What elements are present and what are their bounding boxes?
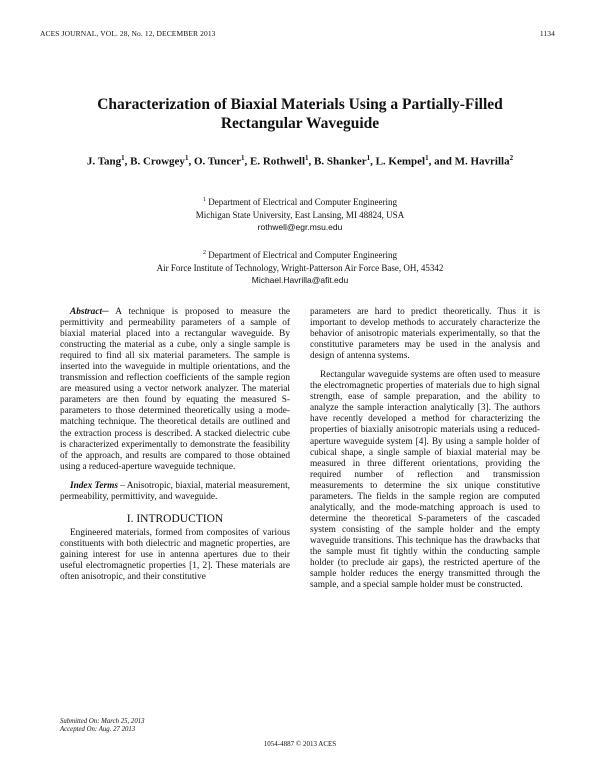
index-terms-label: Index Terms: [70, 480, 118, 491]
running-header-journal: ACES JOURNAL, VOL. 28, No. 12, DECEMBER 2013: [40, 29, 216, 38]
abstract-label: Abstract─: [70, 307, 109, 317]
section-heading-introduction: I. INTRODUCTION: [126, 512, 224, 525]
intro-paragraph-1: Engineered materials, formed from composites of various constituents with both dielectric and magnetic properties, are gaining interest for use in antenna apertures due to their useful electromagnetic properties [1, 2]. These materials are often anisotropic, and their constitutive: [60, 527, 290, 582]
author-name: L. Kempel: [375, 155, 426, 168]
intro-paragraph-1-continued: parameters are hard to predict theoretically. Thus it is important to develop methods to accurately characterize the behavior of anisotropic materials experimentally, so that the constitutive parameters may be used in the analysis and design of antenna systems.: [310, 307, 540, 362]
page-number: 1134: [539, 29, 555, 38]
author-list: J. Tang$^1$, B. Crowgey$^1$, O. Tuncer$^1$, E. Rothwell$^1$, B. Shanker$^1$, L. Kempel$^1$, and M. Havrilla$^2$: [86, 154, 514, 168]
affiliation-dept: [40, 247, 560, 262]
author-affiliation-mark: 1: [366, 154, 371, 162]
affiliation-dept-text: Department of Electrical and Computer Engineering: [208, 197, 397, 207]
affiliation-number: 1: [203, 197, 207, 203]
submission-footnote: [60, 718, 145, 734]
affiliation-email: rothwell@egr.msu.edu: [257, 222, 343, 232]
author-affiliation-mark: 1: [184, 154, 189, 162]
author-affiliation-mark: 1: [305, 154, 309, 162]
affiliation-institution: Air Force Institute of Technology, Wright-Patterson Air Force Base, OH, 45342: [156, 262, 444, 273]
title-line-2: Rectangular Waveguide: [220, 115, 380, 132]
intro-paragraph-2: Rectangular waveguide systems are often used to measure the electromagnetic properties of materials due to high signal strength, ease of sample preparation, and the ability to analyze the sample interaction analytically [3]. The authors have recently developed a method for characterizing the properties of biaxially anisotropic materials using a reduced-aperture waveguide system [4]. By using a sample holder of cubical shape, a single sample of biaxial material may be measured in three different orientations, providing the required number of reflection and transmission measurements to determine the six unique constitutive parameters. The fields in the sample region are computed analytically, and the mode-matching approach is used to determine the theoretical S-parameters of the cascaded system consisting of the sample holder and the empty waveguide transitions. This technique has the drawbacks that the sample must fit tightly within the conducting sample holder (to preclude air gaps), the restricted aperture of the sample holder reduces the energy transmitted through the sample, and a special sample holder must be constructed.: [310, 370, 540, 591]
author-affiliation-mark: 2: [509, 154, 514, 162]
accepted-date: Accepted On: Aug. 27 2013: [60, 726, 136, 733]
abstract-text: A technique is proposed to measure the permittivity and permeability parameters of a sample of biaxial material placed into a rectangular waveguide. By constructing the material as a cube, only a single sample is required to find all six material parameters. The sample is inserted into the waveguide in multiple orientations, and the transmission and reflection coefficients of the sample region are measured using a vector network analyzer. The material parameters are then found by equating the measured S-parameters to those determined theoretically using a mode-matching technique. The theoretical details are outlined and the extraction process is described. A stacked dielectric cube is characterized experimentally to demonstrate the feasibility of the approach, and results are compared to those obtained using a reduced-aperture waveguide technique.: [60, 307, 290, 472]
affiliation-1: [40, 194, 560, 234]
submitted-date: Submitted On: March 25, 2013: [60, 718, 145, 725]
author-name: J. Tang: [86, 155, 122, 168]
affiliation-email: Michael.Havrilla@afit.edu: [251, 275, 349, 285]
affiliation-institution: Michigan State University, East Lansing, MI 48824, USA: [195, 209, 405, 220]
right-column: [310, 307, 540, 591]
index-terms: [60, 481, 290, 503]
author-affiliation-mark: 1: [241, 154, 245, 162]
abstract: [60, 307, 290, 473]
author-name: E. Rothwell: [250, 155, 306, 168]
author-name: O. Tuncer: [193, 155, 242, 168]
copyright-notice: 1054-4887 © 2013 ACES: [263, 740, 337, 748]
index-terms-text: – Anisotropic, biaxial, material measurement, permeability, permittivity, and waveguide.: [60, 480, 290, 502]
affiliation-dept: [40, 194, 560, 209]
affiliation-number: 2: [203, 250, 207, 256]
author-name: M. Havrilla: [454, 155, 510, 168]
author-name: B. Shanker: [314, 155, 367, 168]
affiliation-2: [40, 247, 560, 287]
author-conjunction: and: [434, 155, 452, 168]
left-column: [60, 307, 290, 583]
affiliation-dept-text: Department of Electrical and Computer Engineering: [208, 250, 397, 260]
author-affiliation-mark: 1: [121, 154, 125, 162]
paper-title: [40, 95, 560, 133]
author-affiliation-mark: 1: [425, 154, 429, 162]
title-line-1: Characterization of Biaxial Materials Using a Partially-Filled: [97, 96, 503, 113]
author-name: B. Crowgey: [130, 155, 185, 168]
